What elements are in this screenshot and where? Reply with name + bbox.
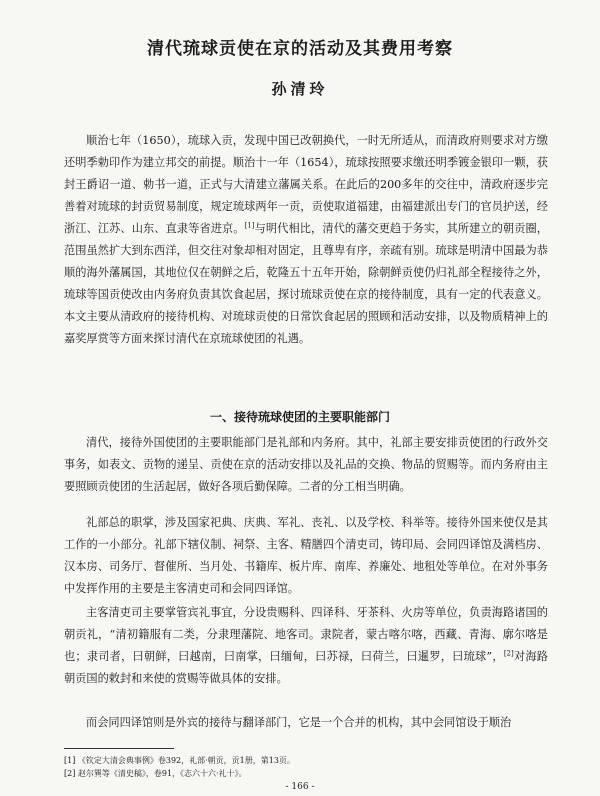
body-paragraph-3-text-b: 对海路朝贡国的敕封和来使的赏赐等做具体的安排。 xyxy=(64,650,548,685)
footnote-divider xyxy=(64,748,174,749)
footnote-2: [2] 赵尔巽等《清史稿》，卷91，《志六十六·礼十》。 xyxy=(64,769,247,778)
footnote-ref-2: [2] xyxy=(503,649,514,658)
body-paragraph-2: 礼部总的职掌，涉及国家祀典、庆典、军礼、丧礼、以及学校、科举等。接待外国来使仅是其工作的一小部分。礼部下辖仪制、祠祭、主客、精膳四个清吏司，铸印局、会同四译馆及满档房、汉本房、司务厅、督催所、当月处、书籍库、板片库、南库、养廉处、地租处等单位。在对外事务中发挥作用的主要是主客清吏司和会同四译馆。 xyxy=(64,516,548,595)
footnote-ref-1: [1] xyxy=(244,221,255,230)
intro-text-a: 顺治七年（1650），琉球入贡，发现中国已改朝换代，一时无所适从，而清政府则要求对方缴还明季勅印作为建立邦交的前提。顺治十一年（1654），琉球按照要求缴还明季镀金银印一颗，获封王爵诏一道、勅书一道，正式与大清建立藩属关系。在此后的200多年的交往中，清政府逐步完善着对琉球的封贡贸易制度，规定琉球两年一贡，贡使取道福建，由福建派出专门的官员护送，经浙江、江苏、山东、直隶等省进京。 xyxy=(64,134,548,235)
page-number: - 166 - xyxy=(285,782,315,792)
intro-text-b: 与明代相比，清代的藩交更趋于务实，其所建立的朝贡圈，范围虽然扩大到东西洋，但交往对象却相对固定，且尊卑有序，亲疏有别。琉球是明清中国最为恭顺的海外藩属国，其地位仅在朝鲜之后，乾隆五十五年开始，除朝鲜贡使仍归礼部全程接待之外，琉球等国贡使改由内务府负责其饮食起居，探讨琉球贡使在京的接待制度，具有一定的代表意义。本文主要从清政府的接待机构、对琉球贡使的日常饮食起居的照顾和活动安排，以及物质精神上的嘉奖厚赏等方面来探讨清代在京琉球使团的礼遇。 xyxy=(64,222,548,345)
body-paragraph-4: 而会同四译馆则是外宾的接待与翻译部门，它是一个合并的机构，其中会同馆设于顺治 xyxy=(86,716,512,729)
body-paragraph-1: 清代，接待外国使团的主要职能部门是礼部和内务府。其中，礼部主要安排贡使团的行政外交事务，如表文、贡物的递呈、贡使在京的活动安排以及礼品的交换、物品的贸赐等。而内务府由主要照顾贡使团的生活起居，做好各项后勤保障。二者的分工相当明确。 xyxy=(64,436,548,493)
author-name: 孙清玲 xyxy=(271,80,329,98)
body-paragraph-3-text-a: 主客清吏司主要掌管宾礼事宜，分设贵赐科、四译科、牙茶科、火房等单位，负责海路诸国的朝贡礼，“清初籍服有二类，分隶理藩院、地客司。隶院者，蒙古喀尔喀，西藏、青海、廓尔喀是也；隶司者，曰朝鲜，曰越南，曰南掌，曰缅甸，曰苏禄，曰荷兰，曰暹罗，曰琉球”， xyxy=(64,606,548,663)
intro-paragraph xyxy=(64,130,548,416)
footnote-1: [1] 《钦定大清会典事例》卷392，礼部·朝贡，贡1册，第13页。 xyxy=(64,756,295,765)
section-heading: 一、接待琉球使团的主要职能部门 xyxy=(209,410,390,424)
paper-title: 清代琉球贡使在京的活动及其费用考察 xyxy=(147,39,453,59)
body-paragraph-3 xyxy=(64,602,548,690)
